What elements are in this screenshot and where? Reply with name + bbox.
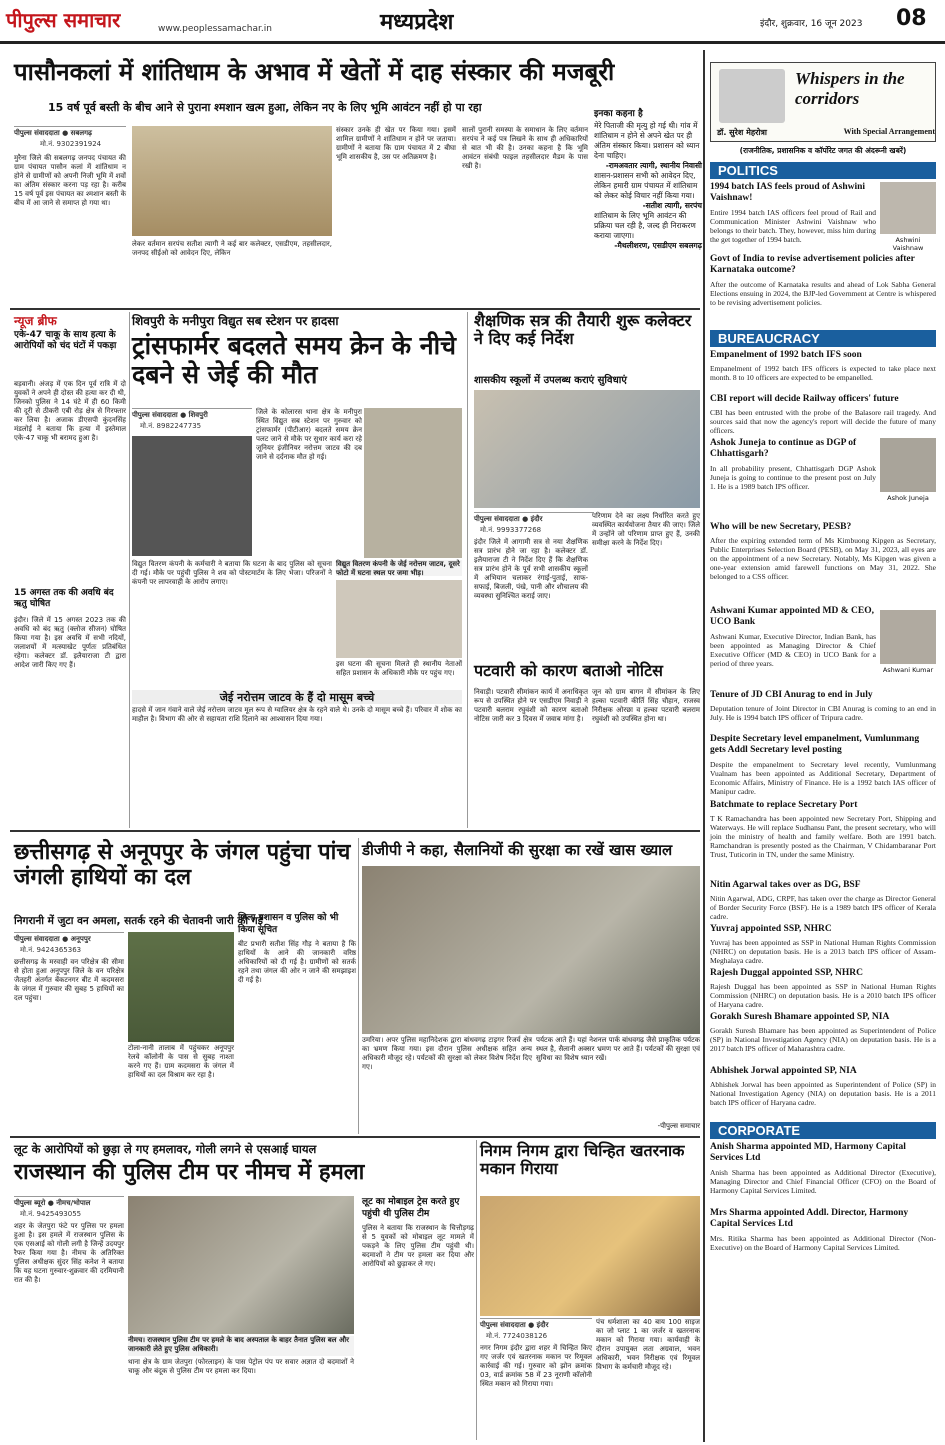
- transformer-subhead: जेई नरोत्तम जाटव के हैं दो मासूम बच्चे: [132, 690, 462, 704]
- column-divider: [358, 838, 359, 1134]
- brief-2-body: इंदौर। जिले में 15 अगस्त 2023 तक की अवधि को बंद ऋतु (क्लोज सीजन) घोषित किया गया है। इस अवधि में सभी नदियों, जलाशयों में मत्स्याखेट पूर्णतः प्रतिबंधित रहेगा। कलेक्टर डॉ. इलैयाराजा टी द्वारा आदेश जारी किए गए हैं।: [14, 616, 126, 669]
- column-divider: [703, 50, 705, 1442]
- education-mobile: मो.नं. 9993377268: [480, 526, 542, 534]
- rajasthan-mobile: मो.नं. 9425493055: [20, 1210, 82, 1218]
- transformer-photo-caption: विद्युत वितरण कंपनी के जेई नरोत्तम जाटव, दूसरे फोटो में घटना स्थल पर जमा भीड़।: [336, 560, 462, 576]
- news-brief-label: न्यूज ब्रीफ: [14, 314, 57, 328]
- bureau-10-body: Yuvraj has been appointed as SSP in National Human Rights Commission (NHRC) on deputation basis. He is a 2013 batch IPS officer of Assam-Meghalaya cadre.: [710, 938, 936, 965]
- bureau-4-title: Who will be new Secretary, PESB?: [710, 522, 852, 532]
- newspaper-logo[interactable]: पीपुल्स समाचार: [6, 8, 121, 32]
- politics-1-title: 1994 batch IAS feels proud of Ashwini Vaishnaw!: [710, 182, 866, 203]
- transformer-headline: ट्रांसफार्मर बदलते समय क्रेन के नीचे दबने से जेई की मौत: [132, 331, 457, 389]
- dateline: इंदौर, शुक्रवार, 16 जून 2023: [760, 19, 863, 29]
- bureau-9-title: Nitin Agarwal takes over as DG, BSF: [710, 880, 861, 890]
- vaishnaw-photo-label: Ashwini Vaishnaw: [892, 236, 924, 252]
- elephants-deck: निगरानी में जुटा वन अमला, सतर्क रहने की चेतावनी जारी की गई: [14, 915, 263, 927]
- website-url[interactable]: www.peoplessamachar.in: [158, 24, 272, 34]
- whispers-column: [706, 58, 940, 1443]
- kumar-photo-label: Ashwani Kumar: [882, 666, 934, 674]
- transformer-sub-body: हादसे में जान गंवाने वाले जेई नरोत्तम जाटव मूल रूप से ग्वालियर क्षेत्र के रहने वाले थे। उनके दो मासूम बच्चे हैं। परिवार में शोक का माहौल है। विभाग की ओर से सहायता राशि दिलाने का आश्वासन दिया गया।: [132, 706, 462, 723]
- quote-3: शांतिधाम के लिए भूमि आवंटन की प्रक्रिया चल रही है, जल्द ही निराकरण कराया जाएगा।: [594, 211, 696, 240]
- corporate-1-title: Anish Sharma appointed MD, Harmony Capital Services Ltd: [710, 1142, 906, 1163]
- nigam-headline: निगम निगम द्वारा चिन्हित खतरनाक मकान गिराया: [480, 1141, 685, 1179]
- whispers-subtitle: (राजनीतिक, प्रशासनिक व कॉर्पोरेट जगत की अंदरूनी खबरें): [739, 146, 907, 155]
- patwari-body-2: जून को ग्राम बागन में सीमांकन के लिए हल्का पटवारी कीर्ति सिंह चौहान, राजस्व निरीक्षक ओरछा व हल्का पटवारी बलराम रघुवंशी को उपस्थित होना था।: [592, 688, 700, 723]
- corporate-2-title: Mrs Sharma appointed Addl. Director, Harmony Capital Services Ltd: [710, 1208, 909, 1229]
- elephants-side-body: बीट प्रभारी सतीश सिंह गौड़ ने बताया है कि हाथियों के आने की जानकारी वरिष्ठ अधिकारियों को दी गई है। ग्रामीणों को सतर्क रहने तथा जंगल की ओर न जाने की समझाइश दी गई है।: [238, 940, 356, 984]
- education-body-2: परिणाम देने का लक्ष्य निर्धारित करते हुए व्यवस्थित कार्ययोजना तैयार की जाए। जिले में उन्होंने जो परिणाम प्राप्त हुए हैं, उनकी समीक्षा करने के निर्देश दिए।: [592, 512, 700, 547]
- column-divider: [476, 1140, 477, 1440]
- quote-3-attrib: -मैथलीशरण, एसडीएम सबलगढ़: [614, 241, 702, 250]
- bureau-1-title: Empanelment of 1992 batch IFS soon: [710, 350, 862, 360]
- politics-2-title: Govt of India to revise advertisement policies after Karnataka outcome?: [710, 254, 915, 275]
- quote-2: शासन-प्रशासन सभी को आवेदन दिए, लेकिन हमारी ग्राम पंचायत में शांतिधाम को लेकर कोई विचार नहीं किया गया।: [594, 171, 698, 200]
- dgp-caption-2: पर्यटक आते हैं। यहां नेशनल पार्क बांधवगढ़ जैसे प्राकृतिक पर्यटक स्थल है, सैलानी अक्सर भ्रमण पर आते हैं। पर्यटकों की सुरक्षा एवं सुविधा का विशेष ध्यान रखें।: [536, 1036, 700, 1062]
- brief-1-title: एके-47 चाकू के साथ हत्या के आरोपियों को चंद घंटों में पकड़ा: [14, 330, 117, 351]
- whispers-title: Whispers in the corridors: [795, 69, 905, 108]
- politics-1-body: Entire 1994 batch IAS officers feel proud of Rail and Communication Minister Ashwini Vaishnaw who belongs to their batch. They, however, miss him during the get together of 1994 batch.: [710, 208, 876, 244]
- quote-1: मेरे पिताजी की मृत्यु हो गई थी। गांव में शांतिधाम न होने से अपने खेत पर ही अंतिम संस्कार किया। प्रशासन को ध्यान देना चाहिए।: [594, 121, 700, 160]
- divider: [10, 1136, 700, 1138]
- education-deck: शासकीय स्कूलों में उपलब्ध कराएं सुविधाएं: [474, 375, 627, 386]
- quote-1-attrib: -रामअवतार त्यागी, स्थानीय निवासी: [605, 161, 702, 170]
- elephants-photo-body: टोला-नानी तालाब में पहुंचकर अनूपपुर रेलवे कॉलोनी के पास से सुबह नाश्ता करने गए हैं। ग्राम कदमसरा के जंगल में हाथियों का दल विश्राम कर रहा है।: [128, 1044, 234, 1079]
- dgp-headline: डीजीपी ने कहा, सैलानियों की सुरक्षा का रखें खास ख्याल: [362, 841, 673, 859]
- rajasthan-photo-caption: नीमच। राजस्थान पुलिस टीम पर हमले के बाद अस्पताल के बाहर तैनात पुलिस बल और जानकारी लेते हुए पुलिस अधिकारी।: [128, 1336, 354, 1356]
- transformer-mobile: मो.नं. 8982247735: [140, 422, 202, 430]
- bureau-10-title: Yuvraj appointed SSP, NHRC: [710, 924, 832, 934]
- rajasthan-byline: पीपुल्स ब्यूरो ● नीमच/भोपाल: [14, 1196, 124, 1208]
- bureau-3-body: In all probability present, Chhattisgarh DGP Ashok Juneja is going to continue to the present post on July 1. He is a 1989 batch IPS officer.: [710, 464, 876, 491]
- lead-body-3: सालों पुरानी समस्या के समाधान के लिए वर्तमान सरपंच ने कई पत्र लिखने के साथ ही अधिकारियों से बात भी की है। उनका कहना है कि भूमि आवंटन संबंधी फाइल तहसीलदार मैडम के पास रखी है।: [462, 126, 588, 170]
- column-divider: [129, 312, 130, 828]
- corporate-label: CORPORATE: [710, 1122, 936, 1139]
- bureau-12-body: Gorakh Suresh Bhamare has been appointed as Superintendent of Police (SP) in National Investigation Agency (NIA) on deputation basis. He is a 2017 batch IPS officer of Maharashtra cadre.: [710, 1026, 936, 1053]
- nigam-mobile: मो.नं. 7724038126: [486, 1332, 548, 1340]
- divider: [10, 308, 700, 310]
- bureau-11-title: Rajesh Duggal appointed SSP, NHRC: [710, 968, 864, 978]
- vaishnaw-photo: [880, 182, 936, 234]
- quotes-box: [594, 106, 702, 306]
- education-meeting-photo: [474, 390, 700, 508]
- quotes-heading: इनका कहना है: [594, 109, 643, 119]
- bureau-12-title: Gorakh Suresh Bhamare appointed SP, NIA: [710, 1012, 890, 1022]
- bureau-8-body: T K Ramachandra has been appointed new Secretary Port, Shipping and Waterways. He will replace Sudhansu Pant, the present secretary, who will join the ministry of health and family welfare. Both are 1991 batch. Ramchandran is presently posted as the Chairman, V Chidambaranar Port Trust, Tuticorin in TN, under the same Ministry.: [710, 814, 936, 859]
- dgp-photo: [362, 866, 700, 1034]
- elephants-mobile: मो.नं. 9424365363: [20, 946, 82, 954]
- lead-deck: 15 वर्ष पूर्व बस्ती के बीच आने से पुराना श्मशान खत्म हुआ, लेकिन नए के लिए भूमि आवंटन नहीं हो पा रहा: [48, 101, 482, 114]
- transformer-body: जिले के कोलारस थाना क्षेत्र के मनीपुरा स्थित विद्युत सब स्टेशन पर गुरुवार को ट्रांसफार्मर (पीटीआर) बदलते समय क्रेन पलट जाने से मौके पर सुधार कार्य करा रहे जूनियर इंजीनियर नरोत्तम जाटव की दब जाने से दर्दनाक मौत हो गई।: [256, 408, 362, 461]
- bureau-2-body: CBI has been entrusted with the probe of the Balasore rail tragedy. And sources said that now the agency's report will decide the future of many officers.: [710, 408, 936, 435]
- bureau-7-title: Despite Secretary level empanelment, Vumlunmang gets Addl Secretary level posting: [710, 734, 920, 755]
- nigam-body: नगर निगम इंदौर द्वारा शहर में चिन्हित किए गए जर्जर एवं खतरनाक मकान पर रिमूवल कार्रवाई की गई। गुरुवार को झोन क्रमांक 03, वार्ड क्रमांक 58 में 23 नूराणी कॉलोनी स्थित मकान को गिराया गया।: [480, 1344, 592, 1388]
- juneja-photo-label: Ashok Juneja: [887, 494, 929, 502]
- section-title: मध्यप्रदेश: [380, 9, 454, 35]
- lead-photo-caption: लेकर वर्तमान सरपंच सतीश त्यागी ने कई बार कलेक्टर, एसडीएम, तहसीलदार, जनपद सीईओ को आवेदन दिए, लेकिन: [132, 240, 332, 257]
- transformer-byline: पीपुल्स संवाददाता ● शिवपुरी: [132, 408, 252, 420]
- transformer-kicker: शिवपुरी के मनीपुरा विद्युत सब स्टेशन पर हादसा: [132, 314, 339, 328]
- transformer-caption-2: इस घटना की सूचना मिलते ही स्थानीय नेताओं सहित प्रशासन के अधिकारी मौके पर पहुंच गए।: [336, 660, 462, 677]
- lead-mobile: मो.नं. 9302391924: [40, 140, 102, 148]
- education-byline: पीपुल्स संवाददाता ● इंदौर: [474, 512, 594, 524]
- rajasthan-photo: [128, 1196, 354, 1334]
- bureaucracy-label: BUREAUCRACY: [710, 330, 936, 347]
- kumar-photo: [880, 610, 936, 664]
- politics-label: POLITICS: [710, 162, 936, 179]
- bureau-13-title: Abhishek Jorwal appointed SP, NIA: [710, 1066, 857, 1076]
- bureau-8-title: Batchmate to replace Secretary Port: [710, 800, 858, 810]
- patwari-body: निवाड़ी। पटवारी सीमांकन कार्य में अनाधिकृत रूप से उपस्थित होने पर एसडीएम निवाड़ी ने पटवारी बलराम रघुवंशी को कारण बताओ नोटिस जारी कर 3 दिवस में जवाब मांगा है।: [474, 688, 588, 723]
- nigam-byline: पीपुल्स संवाददाता ● इंदौर: [480, 1318, 592, 1330]
- rajasthan-side-body: पुलिस ने बताया कि राजस्थान के चित्तौड़गढ़ से 5 युवकों को मोबाइल लूट मामले में पकड़ने के लिए पुलिस टीम पहुंची थी। बदमाशों ने टीम पर हमला कर दिया और आरोपियों को छुड़ाकर ले गए।: [362, 1224, 474, 1268]
- bureau-6-title: Tenure of JD CBI Anurag to end in July: [710, 690, 873, 700]
- education-body: इंदौर जिले में आगामी सत्र से नया शैक्षणिक सत्र प्रारंभ होने जा रहा है। कलेक्टर डॉ. इलैयाराजा टी ने निर्देश दिए हैं कि शैक्षणिक सत्र प्रारंभ होने के पूर्व सभी शासकीय स्कूलों में अभियान चलाकर रंगाई-पुताई, साफ-सफाई, बिजली, पंखे, पानी और शौचालय की व्यवस्था सुनिश्चित कराई जाए।: [474, 538, 588, 600]
- arrangement: With Special Arrangement: [843, 127, 935, 136]
- bureau-5-title: Ashwani Kumar appointed MD & CEO, UCO Bank: [710, 606, 874, 627]
- nigam-body-2: पंच धर्मशाला का 40 बाय 100 साइज का जो प्लाट 1 का जर्जर व खतरनाक मकान को गिराया गया। कार्यवाही के दौरान उपायुक्त लता अग्रवाल, भवन अधिकारी, भवन निरीक्षक एवं रिमूवल विभाग के कर्मचारी मौजूद रहे।: [596, 1318, 700, 1371]
- lead-body-2: संस्कार उनके ही खेत पर किया गया। इसमें शामिल ग्रामीणों ने शांतिधाम न होने पर जताया। ग्रामीणों ने बताया कि ग्राम पंचायत में 2 बीघा भूमि शासकीय है, उस पर अतिक्रमण है।: [336, 126, 456, 161]
- education-headline: शैक्षणिक सत्र की तैयारी शुरू कलेक्टर ने दिए कई निर्देश: [474, 311, 692, 349]
- quote-2-attrib: -सतीश त्यागी, सरपंच: [642, 201, 702, 210]
- juneja-photo: [880, 438, 936, 492]
- lead-photo: [132, 126, 332, 236]
- bureau-11-body: Rajesh Duggal has been appointed as SSP in National Human Rights Commission (NHRC) on deputation basis. He is a 2010 batch IPS officer of Haryana cadre.: [710, 982, 936, 1009]
- bureau-1-body: Empanelment of 1992 batch IFS officers is expected to take place next month. 8 to 10 officers are expected to be empanelled.: [710, 364, 936, 382]
- lead-headline: पासौनकलां में शांतिधाम के अभाव में खेतों में दाह संस्कार की मजबूरी: [14, 57, 615, 86]
- column-divider: [467, 312, 468, 828]
- bureau-3-title: Ashok Juneja to continue as DGP of Chhattisgarh?: [710, 438, 857, 459]
- rajasthan-body: शहर के जेतपुरा फंटे पर पुलिस पर हमला हुआ है। इस हमले में राजस्थान पुलिस के एक एसआई को गोली लगी है जिन्हें उदयपुर रैफर किया गया है। नीमच के अतिरिक्त पुलिस अधीक्षक सुंदर सिंह कनेश ने बताया कि यह घटना गुरुवार-शुक्रवार की दरमियानी रात की है।: [14, 1222, 124, 1284]
- rajasthan-headline: राजस्थान की पुलिस टीम पर नीमच में हमला: [14, 1159, 365, 1185]
- corporate-2-body: Mrs. Ritika Sharma has been appointed as Additional Director (Non-Executive) on the Board of Harmony Capital Services Limited.: [710, 1234, 936, 1252]
- bureau-4-body: After the expiring extended term of Ms Kimbuong Kipgen as Secretary, Public Enterprises Selection Board (PESB), on May 31, 2023, all eyes are on the appointment of a new Secretary. Notably, Ms Kipgen was given a one-year extension amid farewell functions on May 31, 2022. She belonged to a CSS officer.: [710, 536, 936, 581]
- whispers-masthead: [710, 62, 936, 142]
- dgp-caption: उमरिया। अपर पुलिस महानिदेशक द्वारा बांधवगढ़ टाइगर रिजर्व क्षेत्र का भ्रमण किया गया। इस दौरान पुलिस अधीक्षक सहित अन्य अधिकारी मौजूद रहे। पर्यटकों की सुरक्षा को लेकर विशेष निर्देश दिए गए।: [362, 1036, 532, 1071]
- masthead: [0, 0, 945, 44]
- lead-body: मुरैना जिले की सबलगढ़ जनपद पंचायत की ग्राम पंचायत पासौन कलां में शांतिधाम न होने से ग्रामीणों को अपनी निजी भूमि में शवों का अंतिम संस्कार करना पड़ रहा है। करीब 15 वर्ष पूर्व इस पंचायत का श्मशान बस्ती के बीच में आ जाने से समाप्त हो गया था।: [14, 154, 126, 207]
- politics-2-body: After the outcome of Karnataka results and ahead of Lok Sabha General Elections ensuing in 2024, the BJP-led Government at Centre is whispered to be revising advertisement policies.: [710, 280, 936, 307]
- elephants-headline: छत्तीसगढ़ से अनूपपुर के जंगल पहुंचा पांच जंगली हाथियों का दल: [14, 839, 351, 891]
- bureau-7-body: Despite the empanelment to Secretary level recently, Vumlunmang Vualnam has been appointed as Additional Secretary, Department of Economic Affairs, Ministry of Finance. He is a 1992 batch IAS officer of Manipur cadre.: [710, 760, 936, 796]
- lead-byline: पीपुल्स संवाददाता ● सबलगढ़: [14, 126, 126, 138]
- bureau-6-body: Deputation tenure of Joint Director in CBI Anurag is coming to an end in July. He is 1994 batch IPS officer of Tripura cadre.: [710, 704, 936, 722]
- accident-photo: [364, 408, 462, 558]
- corporate-1-body: Anish Sharma has been appointed as Additional Director (Executive), Managing Director and Chief Financial Officer (CFO) on the Board of Harmony Capital Services Limited.: [710, 1168, 936, 1195]
- brief-2-title: 15 अगस्त तक की अवधि बंद ऋतु घोषित: [14, 588, 114, 609]
- transformer-photo: [132, 436, 252, 556]
- bureau-13-body: Abhishek Jorwal has been appointed as Superintendent of Police (SP) in National Investigation Agency (NIA) on deputation basis. He is a 2011 batch IPS officer of Haryana cadre.: [710, 1080, 936, 1107]
- patwari-headline: पटवारी को कारण बताओ नोटिस: [474, 661, 663, 680]
- elephants-photo: [128, 932, 234, 1042]
- bureau-9-body: Nitin Agarwal, ADG, CRPF, has taken over the charge as Director General of Border Security Force (BSF). He is a 1989 batch IPS officer of Kerala cadre.: [710, 894, 936, 921]
- author-photo: [719, 69, 785, 123]
- rajasthan-side-head: लूट का मोबाइल ट्रेस करते हुए पहुंची थी पुलिस टीम: [362, 1197, 460, 1219]
- demolition-photo: [480, 1196, 700, 1316]
- elephants-side-head: जिला प्रशासन व पुलिस को भी किया सूचित: [238, 913, 339, 935]
- dgp-credit: -पीपुल्स समाचार: [657, 1122, 700, 1130]
- rajasthan-kicker: लूट के आरोपियों को छुड़ा ले गए हमलावर, गोली लगने से एसआई घायल: [14, 1142, 317, 1156]
- transformer-body-2: विद्युत वितरण कंपनी के कर्मचारी ने बताया कि घटना के बाद पुलिस को सूचना दी गई। मौके पर पहुंची पुलिस ने शव को पोस्टमार्टम के लिए भेजा। परिजनों ने कंपनी पर लापरवाही के आरोप लगाए।: [132, 560, 332, 586]
- brief-1-body: बड़वानी। अंजड़ में एक दिन पूर्व रात्रि में दो युवकों ने अपने ही दोस्त की हत्या कर दी थी, जिनको पुलिस ने 14 घंटे में ही 60 किमी की दूरी से ठीकरी एबी रोड़ क्षेत्र से गिरफ्तार कर लिया है। अजाक डीएसपी कुंदनसिंह मंडलोई ने बताया कि हत्या में इस्तेमाल एके-47 चाकू भी बरामद हुआ है।: [14, 380, 126, 442]
- elephants-byline: पीपुल्स संवाददाता ● अनूपपुर: [14, 932, 124, 944]
- elephants-body: छत्तीसगढ़ के मरवाही वन परिक्षेत्र की सीमा से होता हुआ अनूपपुर जिले के वन परिक्षेत्र जैतहरी अंतर्गत बेंकटनगर बीट में कदमसरा के जंगल में गुरुवार की सुबह 5 हाथियों का दल पहुंचा।: [14, 958, 124, 1002]
- crowd-photo: [336, 580, 462, 658]
- bureau-2-title: CBI report will decide Railway officers' future: [710, 394, 899, 404]
- page-number: 08: [896, 6, 927, 31]
- author-name: डॉ. सुरेश मेहरोत्रा: [717, 128, 767, 137]
- divider: [10, 830, 700, 832]
- bureau-5-body: Ashwani Kumar, Executive Director, Indian Bank, has been appointed as Managing Director & Chief Executive Officer (MD & CEO) in UCO Bank for a period of three years.: [710, 632, 876, 668]
- rajasthan-body-2: थाना क्षेत्र के ग्राम जेतपुरा (फोरलाइन) के पास पेट्रोल पंप पर सवार अज्ञात दो बदमाशों ने चाकू और बंदूक से पुलिस टीम पर हमला कर दिया।: [128, 1358, 354, 1375]
